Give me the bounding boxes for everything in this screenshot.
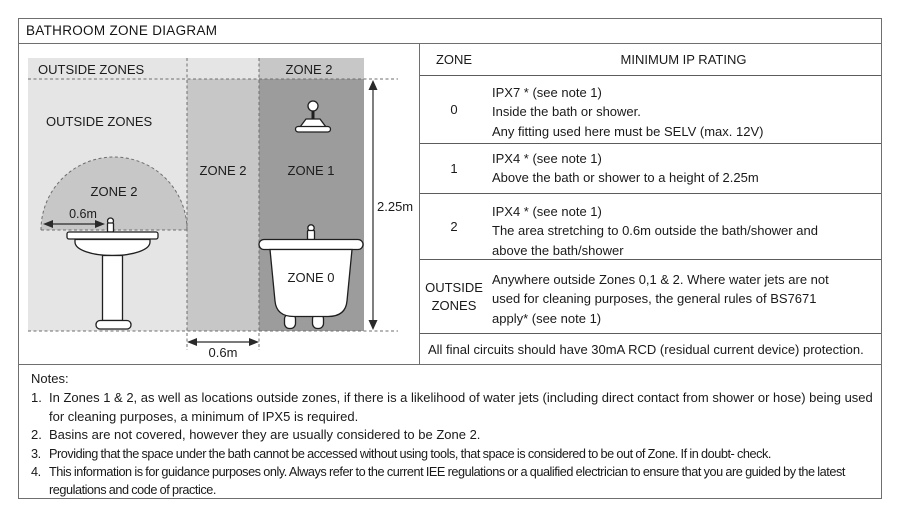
zone-cell: 2 (450, 218, 458, 234)
note-number: 1. (31, 390, 42, 406)
rating-line: Any fitting used here must be SELV (max. 12V) (492, 123, 764, 139)
note-item-2 (31, 426, 873, 444)
note-text: This information is for guidance purposes only. Always refer to the current IEE regulations or a qualified electrician to ensure that you are guided by the latest regulations and code of practice. (49, 465, 845, 498)
table-row-outside-zones (420, 259, 881, 333)
rating-line: IPX4 * (see note 1) (492, 204, 602, 219)
table-header-row (420, 44, 881, 75)
width-dim-label: 0.6m (208, 345, 238, 360)
zone0-bath-label: ZONE 0 (287, 270, 335, 285)
outside-zones-strip-label: OUTSIDE ZONES (38, 62, 145, 77)
zone-diagram-canvas (19, 44, 421, 364)
rating-line: Inside the bath or shower. (492, 104, 641, 120)
note-text: Basins are not covered, however they are usually considered to be Zone 2. (49, 427, 481, 443)
notes-heading: Notes: (31, 371, 69, 386)
rating-line: above the bath/shower (492, 242, 624, 258)
rcd-protection-note: All final circuits should have 30mA RCD (residual current device) protection. (428, 341, 864, 357)
page-title: BATHROOM ZONE DIAGRAM (26, 23, 218, 38)
table-row-zone0 (420, 75, 881, 143)
ip-rating-table (419, 44, 881, 364)
note-text: Providing that the space under the bath cannot be accessed without using tools, that space is considered to be out of Zone. If in doubt- check. (49, 446, 771, 461)
rating-line: The area stretching to 0.6m outside the bath/shower and (492, 223, 818, 239)
rating-line: apply* (see note 1) (492, 310, 602, 326)
table-row-zone1 (420, 143, 881, 193)
note-item-4 (31, 463, 873, 500)
zone-cell: 0 (450, 101, 458, 117)
outside-zones-main-label: OUTSIDE ZONES (46, 114, 153, 129)
bathroom-zone-diagram (19, 44, 421, 364)
height-dim-label: 2.25m (377, 199, 414, 214)
rating-line: Anywhere outside Zones 0,1 & 2. Where water jets are not (492, 272, 829, 287)
main-panel (18, 18, 882, 499)
table-footer-row (420, 333, 881, 364)
notes-section (19, 364, 881, 498)
zone2-column-region (187, 79, 259, 331)
note-text: In Zones 1 & 2, as well as locations outside zones, if there is a likelihood of water jets (including direct contact from shower or hose) being used for cleaning purposes, a minimum of IPX5 is required. (49, 390, 873, 424)
zone2-strip-label: ZONE 2 (285, 62, 333, 77)
table-row-zone2 (420, 193, 881, 259)
rating-line: IPX4 * (see note 1) (492, 151, 602, 166)
note-number: 2. (31, 427, 42, 443)
rating-cell (488, 76, 881, 143)
zone2-dome-label: ZONE 2 (90, 184, 138, 199)
note-item-3 (31, 445, 873, 463)
note-item-1 (31, 389, 873, 426)
rating-line: used for cleaning purposes, the general rules of BS7671 (492, 291, 817, 307)
zone-cell: 1 (450, 160, 458, 176)
column-header-rating: MINIMUM IP RATING (620, 52, 747, 67)
rating-cell (488, 144, 881, 193)
rating-cell (488, 194, 881, 259)
zone-cell: OUTSIDE ZONES (425, 280, 483, 313)
dome-radius-dim-label: 0.6m (69, 207, 97, 221)
note-number: 4. (31, 465, 41, 480)
zone2-column-label: ZONE 2 (199, 163, 247, 178)
note-number: 3. (31, 446, 41, 461)
rating-line: Above the bath or shower to a height of 2.25m (492, 170, 759, 186)
zone1-column-label: ZONE 1 (287, 163, 335, 178)
rating-line: IPX7 * (see note 1) (492, 85, 602, 100)
rating-cell (488, 260, 881, 333)
column-header-zone: ZONE (435, 51, 473, 67)
title-bar (19, 19, 881, 44)
